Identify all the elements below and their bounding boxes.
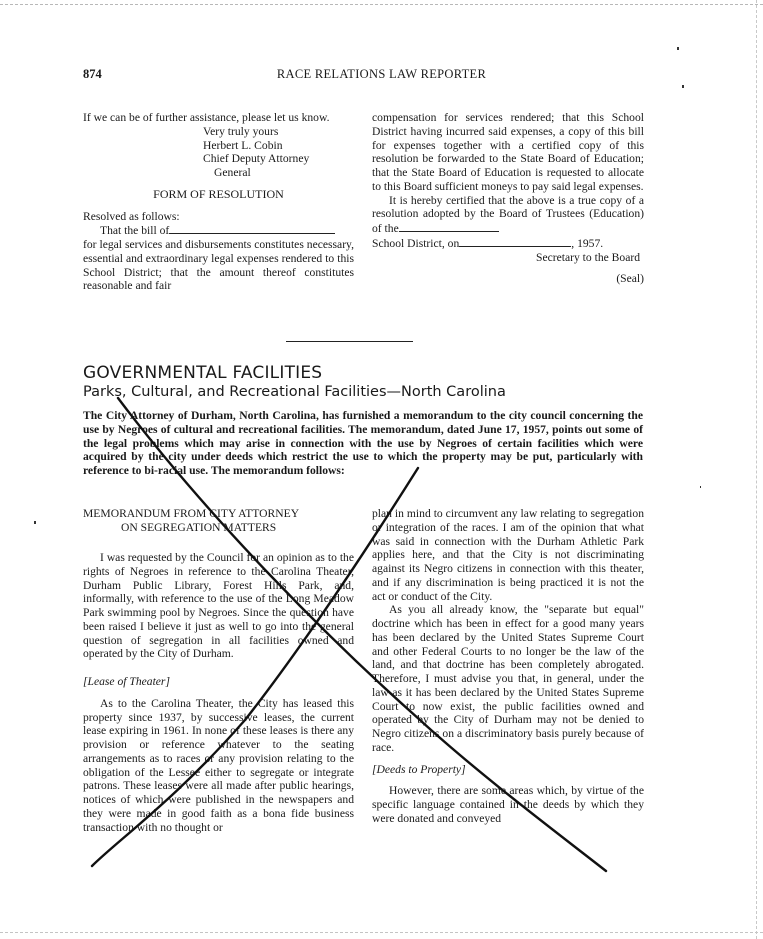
seal-label: (Seal) bbox=[616, 272, 644, 286]
certification-date-line: School District, on bbox=[372, 236, 460, 250]
certification-text: It is hereby certified that the above is a true copy of a resolution adopted by the Board of Trustees (Education) of the bbox=[372, 193, 644, 235]
scan-edge-top bbox=[0, 4, 763, 5]
scan-edge-right bbox=[756, 0, 757, 939]
signer-title: Chief Deputy Attorney bbox=[203, 152, 310, 166]
memo-paragraph: I was requested by the Council for an opinion as to the rights of Negroes in reference to the Carolina Theater, Durham Public Library, Forest Hills Park, and, informally, with reference to the use of the Long Meadow Park swimming pool by Negroes. Since the question have been raised I believe it just as well to go into the general question of segregation in all facilities owned and operated by the City of Durham. bbox=[83, 551, 354, 661]
scan-speck bbox=[700, 486, 701, 488]
trustees-blank bbox=[399, 221, 499, 232]
scan-edge-bottom bbox=[0, 932, 763, 933]
letter-closing-line: If we can be of further assistance, please let us know. bbox=[83, 111, 330, 124]
memo-paragraph: plan in mind to circumvent any law relating to segregation or integration of the races. I am of the opinion that what was said in connection with the Durham Athletic Park applies here, and that the City is not discriminating against its Negro citizens in connection with this theater, and if any discrimination is being practiced it is not the act or conduct of the City. bbox=[372, 507, 644, 603]
memo-paragraph: As you all already know, the "separate but equal" doctrine which has been in effect for a good many years has been declared by the United States Supreme Court and other Federal Courts to no longer be the law of the land, and that doctrine has been completely abrogated. Therefore, I must advise you that, in general, under the law as it has been declared by the United States Supreme Court to now exist, the public facilities owned and operated by the City of Durham may not be denied to Negro citizens on a discriminatory basis purely because of race. bbox=[372, 603, 644, 754]
signer-name: Herbert L. Cobin bbox=[203, 138, 283, 152]
scan-speck bbox=[34, 521, 36, 524]
memo-heading bbox=[83, 507, 354, 535]
memo-heading-line-2: ON SEGREGATION MATTERS bbox=[121, 521, 277, 534]
lower-right-column bbox=[372, 507, 644, 826]
running-header: RACE RELATIONS LAW REPORTER bbox=[276, 67, 487, 81]
section-subtitle: Parks, Cultural, and Recreational Facilities—North Carolina bbox=[83, 384, 506, 400]
resolution-body: for legal services and disbursements constitutes necessary, essential and extraordinary legal expenses rendered to this School District; that the amount thereof constitutes reasonable and fair bbox=[83, 238, 354, 293]
memo-paragraph: However, there are some areas which, by virtue of the specific language contained in the deeds by which they were donated and conveyed bbox=[372, 784, 644, 825]
page-number: 874 bbox=[83, 67, 102, 81]
subheading-deeds: [Deeds to Property] bbox=[372, 762, 466, 776]
resolved-line: Resolved as follows: bbox=[83, 209, 180, 223]
upper-left-column bbox=[83, 111, 354, 293]
section-title: GOVERNMENTAL FACILITIES bbox=[83, 363, 323, 383]
lower-left-column bbox=[83, 507, 354, 834]
closing-phrase: Very truly yours bbox=[203, 124, 279, 138]
certification-year: , 1957. bbox=[571, 236, 604, 250]
headnote: The City Attorney of Durham, North Carolina, has furnished a memorandum to the city council concerning the use by Negroes of cultural and recreational facilities. The memorandum, dated June 17, 1957, points out some of the legal problems which may arise in connection with the use by Negroes of certain facilities which were acquired by the city under deeds which restrict the use to which the property may be put, particularly with reference to bi-racial use. The memorandum follows: bbox=[83, 409, 643, 478]
signer-title-continued: General bbox=[214, 166, 251, 179]
date-blank bbox=[459, 236, 571, 247]
scan-speck bbox=[677, 47, 679, 50]
memo-paragraph: As to the Carolina Theater, the City has leased this property since 1937, by successive leases, the current lease expiring in 1961. In none of these leases is there any provision or reference whatever to the seating arrangements as to races or any provision relating to the obligation of the Lessee either to segregate or integrate patrons. These leases were all made after public hearings, notices of which were published in the newspapers and they were made in good faith as a bona fide business transaction with no thought or bbox=[83, 696, 354, 834]
upper-right-column bbox=[372, 111, 644, 286]
subheading-lease: [Lease of Theater] bbox=[83, 675, 170, 688]
section-divider bbox=[286, 341, 413, 342]
scan-speck bbox=[682, 85, 684, 88]
memo-heading-line-1: MEMORANDUM FROM CITY ATTORNEY bbox=[83, 507, 300, 520]
secretary-line: Secretary to the Board bbox=[536, 250, 640, 264]
bill-blank bbox=[169, 223, 335, 234]
resolution-heading: FORM OF RESOLUTION bbox=[153, 186, 284, 201]
resolution-continued: compensation for services rendered; that this School District having incurred said expenses, a copy of this bill for expenses together with a certified copy of this resolution be forwarded to the State Board of Education; that the State Board of Education is requested to allocate to this Board sufficient moneys to pay said legal expenses. bbox=[372, 111, 644, 193]
signature-block bbox=[83, 125, 354, 180]
bill-line: That the bill of bbox=[100, 224, 170, 238]
